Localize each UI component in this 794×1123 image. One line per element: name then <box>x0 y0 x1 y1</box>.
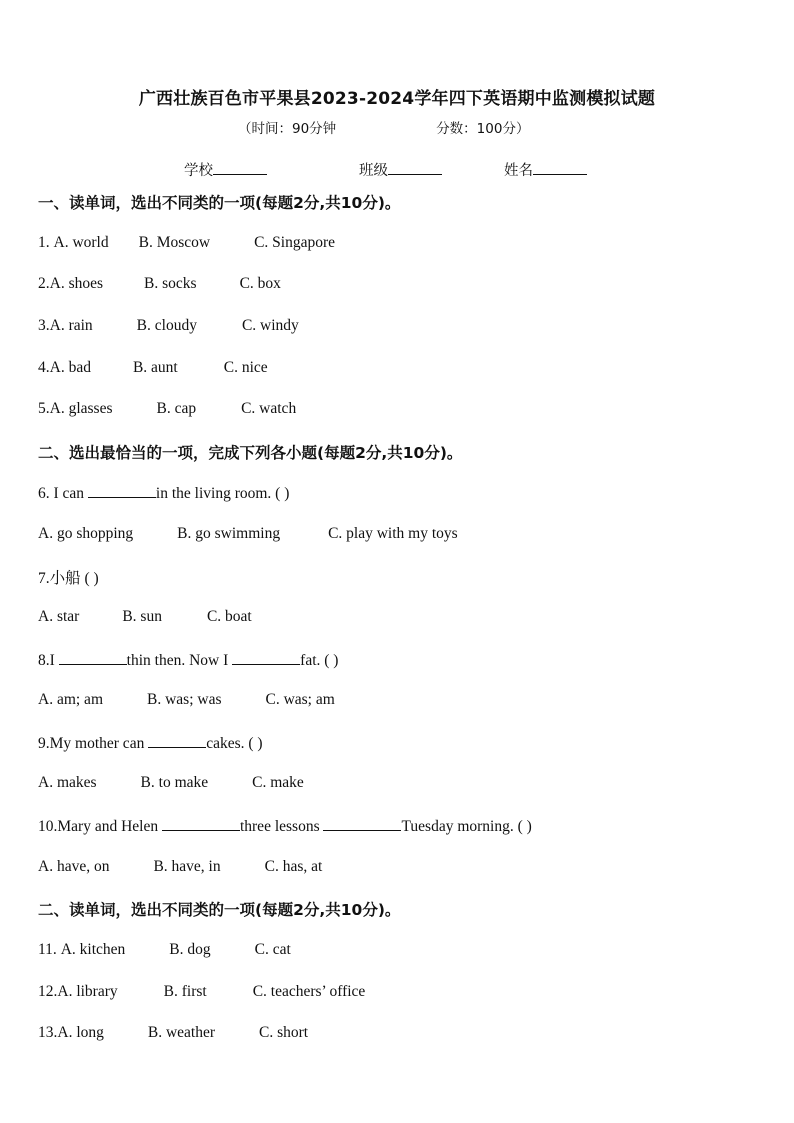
q9-stem-end: cakes. ( ) <box>206 735 263 752</box>
section2-heading: 二、选出最恰当的一项，完成下列各小题(每题2分,共10分)。 <box>38 444 463 462</box>
q10-option-c[interactable]: C. has, at <box>264 858 323 875</box>
name-blank[interactable] <box>533 160 587 175</box>
q1-number: 1. <box>38 234 54 251</box>
question-6-options <box>38 525 458 543</box>
q10-stem-start: 10.Mary and Helen <box>38 818 162 835</box>
school-blank[interactable] <box>213 160 267 175</box>
q10-answer-blank-2[interactable] <box>323 816 401 831</box>
question-4 <box>38 359 268 377</box>
q5-option-b[interactable]: B. cap <box>156 400 197 417</box>
section1-heading: 一、读单词，选出不同类的一项(每题2分,共10分)。 <box>38 194 401 212</box>
q6-stem-start: 6. I can <box>38 485 88 502</box>
q12-option-a[interactable]: A. library <box>57 983 118 1000</box>
q8-stem-mid: thin then. Now I <box>126 652 233 669</box>
q2-option-a[interactable]: A. shoes <box>49 275 104 292</box>
question-10-options <box>38 858 322 876</box>
q13-option-b[interactable]: B. weather <box>147 1024 216 1041</box>
q10-option-a[interactable]: A. have, on <box>38 858 110 875</box>
question-12 <box>38 983 365 1001</box>
question-9 <box>38 733 263 753</box>
question-2 <box>38 275 281 293</box>
q2-option-b[interactable]: B. socks <box>144 275 197 292</box>
q8-answer-blank-1[interactable] <box>59 650 127 665</box>
q10-answer-blank-1[interactable] <box>162 816 240 831</box>
q9-option-c[interactable]: C. make <box>252 774 304 791</box>
question-3 <box>38 317 299 335</box>
name-field <box>504 159 587 180</box>
q3-option-b[interactable]: B. cloudy <box>136 317 197 334</box>
school-field <box>184 159 267 180</box>
q1-option-a[interactable]: A. world <box>53 234 109 251</box>
question-1 <box>38 234 335 252</box>
question-9-options <box>38 774 304 792</box>
q3-option-c[interactable]: C. windy <box>241 317 299 334</box>
q8-option-a[interactable]: A. am; am <box>38 691 103 708</box>
section3-heading: 二、读单词，选出不同类的一项(每题2分,共10分)。 <box>38 901 401 919</box>
school-label: 学校 <box>184 163 213 179</box>
q9-stem-start: 9.My mother can <box>38 735 149 752</box>
q1-option-b[interactable]: B. Moscow <box>138 234 211 251</box>
student-info <box>184 159 587 180</box>
time-limit: （时间：90分钟 <box>238 121 337 137</box>
q6-stem-end: in the living room. ( ) <box>155 485 290 502</box>
q7-option-b[interactable]: B. sun <box>122 608 162 625</box>
q8-option-c[interactable]: C. was; am <box>265 691 335 708</box>
name-label: 姓名 <box>504 163 533 179</box>
q13-number: 13. <box>38 1024 58 1041</box>
q12-option-c[interactable]: C. teachers’ office <box>252 983 366 1000</box>
question-7-options <box>38 608 252 626</box>
q12-number: 12. <box>38 983 58 1000</box>
q7-option-a[interactable]: A. star <box>38 608 80 625</box>
q13-option-a[interactable]: A. long <box>57 1024 104 1041</box>
q3-number: 3. <box>38 317 50 334</box>
exam-title: 广西壮族百色市平果县2023-2024学年四下英语期中监测模拟试题 <box>138 89 656 109</box>
q8-stem-start: 8.I <box>38 652 59 669</box>
q10-stem-mid: three lessons <box>239 818 324 835</box>
question-5 <box>38 400 296 418</box>
q10-option-b[interactable]: B. have, in <box>153 858 221 875</box>
q9-answer-blank[interactable] <box>148 733 206 748</box>
q9-option-a[interactable]: A. makes <box>38 774 97 791</box>
q4-number: 4. <box>38 359 50 376</box>
q8-option-b[interactable]: B. was; was <box>147 691 222 708</box>
q10-stem-end: Tuesday morning. ( ) <box>401 818 532 835</box>
class-field <box>359 159 442 180</box>
q8-answer-blank-2[interactable] <box>232 650 300 665</box>
q11-option-a[interactable]: A. kitchen <box>60 941 126 958</box>
q5-number: 5. <box>38 400 50 417</box>
total-score: 分数：100分） <box>436 121 530 137</box>
q4-option-b[interactable]: B. aunt <box>132 359 178 376</box>
q5-option-c[interactable]: C. watch <box>241 400 297 417</box>
question-8-options <box>38 691 335 709</box>
q12-option-b[interactable]: B. first <box>163 983 207 1000</box>
q2-option-c[interactable]: C. box <box>239 275 281 292</box>
q3-option-a[interactable]: A. rain <box>49 317 93 334</box>
class-blank[interactable] <box>388 160 442 175</box>
q9-option-b[interactable]: B. to make <box>140 774 209 791</box>
question-8 <box>38 650 338 670</box>
exam-meta <box>238 117 529 137</box>
q6-option-a[interactable]: A. go shopping <box>38 525 134 542</box>
q7-option-c[interactable]: C. boat <box>206 608 252 625</box>
q1-option-c[interactable]: C. Singapore <box>254 234 336 251</box>
q13-option-c[interactable]: C. short <box>259 1024 309 1041</box>
q5-option-a[interactable]: A. glasses <box>49 400 113 417</box>
class-label: 班级 <box>359 163 388 179</box>
q6-answer-blank[interactable] <box>88 483 156 498</box>
q6-option-c[interactable]: C. play with my toys <box>328 525 458 542</box>
question-10 <box>38 816 532 836</box>
q11-number: 11. <box>38 941 61 958</box>
q8-stem-end: fat. ( ) <box>300 652 339 669</box>
q2-number: 2. <box>38 275 50 292</box>
q11-option-b[interactable]: B. dog <box>169 941 211 958</box>
q4-option-c[interactable]: C. nice <box>223 359 268 376</box>
q6-option-b[interactable]: B. go swimming <box>177 525 281 542</box>
question-7: 7.小船 ( ) <box>38 570 99 587</box>
q4-option-a[interactable]: A. bad <box>49 359 91 376</box>
q11-option-c[interactable]: C. cat <box>254 941 291 958</box>
question-6 <box>38 483 289 503</box>
question-13 <box>38 1024 308 1042</box>
question-11 <box>38 941 291 959</box>
